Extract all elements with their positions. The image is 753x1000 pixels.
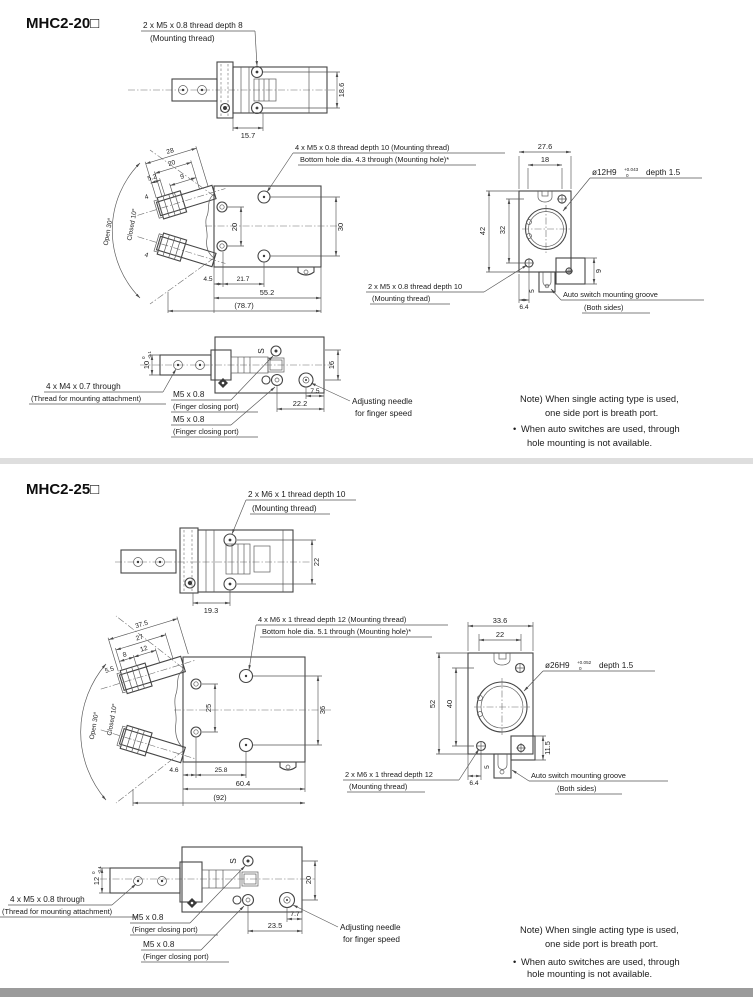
dim-p1-25: 7.7	[290, 911, 300, 918]
dim-sh-25: 52	[428, 699, 437, 709]
attach-callout1-25: 4 x M5 x 0.8 through	[10, 895, 85, 904]
dim-rail-tol-top-20: 0	[141, 356, 146, 359]
groove-callout2-25: (Both sides)	[557, 784, 597, 793]
bore-depth-20: depth 1.5	[646, 168, 681, 177]
dim-bh-20: 16	[327, 360, 336, 370]
dim-rail-25: 12	[92, 876, 101, 886]
side-thread2-20: (Mounting thread)	[372, 294, 431, 303]
section-title-mhc2-25: MHC2-25□	[26, 481, 100, 498]
bore-tol-top-20: +0.043	[624, 167, 639, 172]
dim-sw-20: 27.6	[537, 142, 553, 151]
attach-callout1-20: 4 x M4 x 0.7 through	[46, 382, 121, 391]
dim-p2-20: 22.2	[292, 399, 308, 408]
dim-top-width-25: 19.3	[203, 606, 219, 615]
dim-4a-20: 4	[143, 193, 150, 202]
needle-callout1-20: Adjusting needle	[352, 397, 413, 406]
angle-open-20: Open 30°	[102, 217, 115, 247]
dim-sh2-20: 32	[498, 225, 507, 235]
port2-callout1-25: M5 x 0.8	[143, 940, 175, 949]
note-line3: When auto switches are used, through	[521, 424, 680, 434]
dim-rail-tol-top-25: 0	[91, 871, 96, 874]
dim-top-height-25: 22	[312, 557, 321, 567]
dim-height-25: 36	[318, 705, 327, 715]
dim-rail-tol-bot-25: -0.1	[97, 866, 102, 874]
port1-callout1-20: M5 x 0.8	[173, 390, 205, 399]
dim-g1-20: 5	[529, 289, 536, 293]
dim-55-25: 5.5	[104, 665, 116, 675]
dim-g2-25: 6.4	[469, 780, 479, 787]
angle-closed-25: Closed 10°	[106, 703, 119, 737]
dim-pitch-20: 20	[230, 222, 239, 232]
note2-line1: Note) When single acting type is used,	[520, 925, 679, 935]
top-callout-thread-20: 2 x M5 x 0.8 thread depth 8	[143, 21, 243, 30]
note-block-20	[513, 394, 680, 448]
bore-tol-top-25: +0.052	[577, 660, 592, 665]
s-mark-25: S	[229, 858, 238, 864]
dim-sh2-25: 40	[445, 699, 454, 709]
bore-tol-bot-25: 0	[579, 666, 582, 671]
bore-callout-20: ø12H9	[592, 168, 617, 177]
s-mark-20: S	[257, 348, 266, 354]
groove-callout2-20: (Both sides)	[584, 303, 624, 312]
port2-callout1-20: M5 x 0.8	[173, 415, 205, 424]
note-line1: Note) When single acting type is used,	[520, 394, 679, 404]
bore-callout-25: ø26H9	[545, 661, 570, 670]
note2-line4: hole mounting is not available.	[527, 969, 653, 979]
dim-sw2-20: 18	[540, 155, 550, 164]
port2-callout2-25: (Finger closing port)	[143, 952, 209, 961]
dim-tab-25: 11.5	[543, 741, 552, 755]
port1-callout2-20: (Finger closing port)	[173, 402, 239, 411]
note2-line2: one side port is breath port.	[545, 939, 659, 949]
bore-tol-bot-20: 0	[626, 173, 629, 178]
dim-sh-20: 42	[478, 226, 487, 236]
dim-g1-25: 5	[484, 765, 491, 769]
note-bullet: •	[513, 424, 517, 434]
dim-tab-20: 9	[594, 268, 603, 274]
note-block-25	[513, 925, 680, 979]
dim-pitch-25: 25	[204, 703, 213, 713]
b25-depth: depth 1.5	[599, 661, 634, 670]
top-callout-thread-25: 2 x M6 x 1 thread depth 10	[248, 490, 346, 499]
note-line4: hole mounting is not available.	[527, 438, 653, 448]
rail-dim-25	[91, 866, 102, 885]
bottom-view-20	[29, 337, 413, 437]
top-callout-thread2-20: (Mounting thread)	[150, 34, 215, 43]
needle-callout2-25: for finger speed	[343, 935, 400, 944]
dim-b4-20: (78.7)	[234, 301, 254, 310]
port2-callout2-20: (Finger closing port)	[173, 427, 239, 436]
dim-52-20: 5.2	[146, 173, 158, 183]
dim-20-20: 20	[167, 159, 177, 169]
angle-open-25: Open 30°	[88, 711, 101, 741]
dim-b2-20: 21.7	[236, 276, 250, 283]
side-thread1-25: 2 x M6 x 1 thread depth 12	[345, 770, 433, 779]
note2-line3: When auto switches are used, through	[521, 957, 680, 967]
dim-12-25: 12	[139, 644, 149, 654]
mhc2-25-drawing	[0, 464, 753, 1000]
dim-b3-20: 55.2	[259, 288, 275, 297]
groove-callout1-20: Auto switch mounting groove	[563, 290, 658, 299]
dim-b1-25: 4.6	[169, 767, 179, 774]
dim-b4-25: (92)	[213, 793, 227, 802]
angle-closed-20: Closed 10°	[126, 208, 139, 242]
dim-8-25: 8	[122, 651, 128, 659]
dim-b2-25: 25.8	[214, 767, 228, 774]
side-view-20	[366, 142, 704, 313]
dim-375-25: 37.5	[134, 619, 149, 631]
dim-4b-20: 4	[143, 251, 150, 260]
side-thread2-25: (Mounting thread)	[349, 782, 408, 791]
front-callout1-20: 4 x M5 x 0.8 thread depth 10 (Mounting thread)	[295, 143, 450, 152]
needle-callout2-20: for finger speed	[355, 409, 412, 418]
mhc2-20-drawing	[0, 0, 753, 458]
dim-sw-25: 33.6	[492, 616, 508, 625]
front-callout1-25: 4 x M6 x 1 thread depth 12 (Mounting thread)	[258, 615, 407, 624]
dim-top-width-20: 15.7	[240, 131, 256, 140]
dim-bh-25: 20	[304, 875, 313, 885]
dim-p1-20: 7.5	[310, 388, 320, 395]
dim-rail-tol-bot-20: -0.1	[147, 351, 152, 359]
top-view-25	[115, 490, 356, 615]
rail-dim-20	[141, 351, 152, 369]
upper-finger-25	[85, 610, 198, 701]
dim-g2-20: 6.4	[519, 304, 529, 311]
bottom-bar	[0, 988, 753, 997]
dim-top-height-20: 18.6	[337, 82, 346, 98]
dim-27-25: 27	[134, 633, 145, 643]
note2-bullet: •	[513, 957, 517, 967]
note-line2: one side port is breath port.	[545, 408, 659, 418]
dim-b1-20: 4.5	[203, 276, 213, 283]
port1-callout2-25: (Finger closing port)	[132, 925, 198, 934]
dim-p2-25: 23.5	[267, 921, 283, 930]
bottom-view-25	[0, 847, 401, 962]
front-callout2-25: Bottom hole dia. 5.1 through (Mounting hole)*	[262, 627, 412, 636]
top-view-20	[128, 21, 346, 140]
needle-callout1-25: Adjusting needle	[340, 923, 401, 932]
dim-28-20: 28	[165, 147, 175, 156]
attach-callout2-25: (Thread for mounting attachment)	[2, 907, 113, 916]
groove-callout1-25: Auto switch mounting groove	[531, 771, 626, 780]
port1-callout1-25: M5 x 0.8	[132, 913, 164, 922]
dim-9-20: 9	[179, 173, 186, 182]
dim-sw2-25: 22	[495, 630, 505, 639]
attach-callout2-20: (Thread for mounting attachment)	[31, 394, 142, 403]
side-thread1-20: 2 x M5 x 0.8 thread depth 10	[368, 282, 463, 291]
section-title-mhc2-20: MHC2-20□	[26, 15, 100, 32]
dim-rail-20: 10	[142, 360, 151, 370]
side-view-25	[343, 616, 668, 794]
front-callout2-20: Bottom hole dia. 4.3 through (Mounting hole)*	[300, 155, 450, 164]
dim-height-20: 30	[336, 222, 345, 232]
top-callout-thread2-25: (Mounting thread)	[252, 504, 317, 513]
dim-b3-25: 60.4	[235, 779, 251, 788]
